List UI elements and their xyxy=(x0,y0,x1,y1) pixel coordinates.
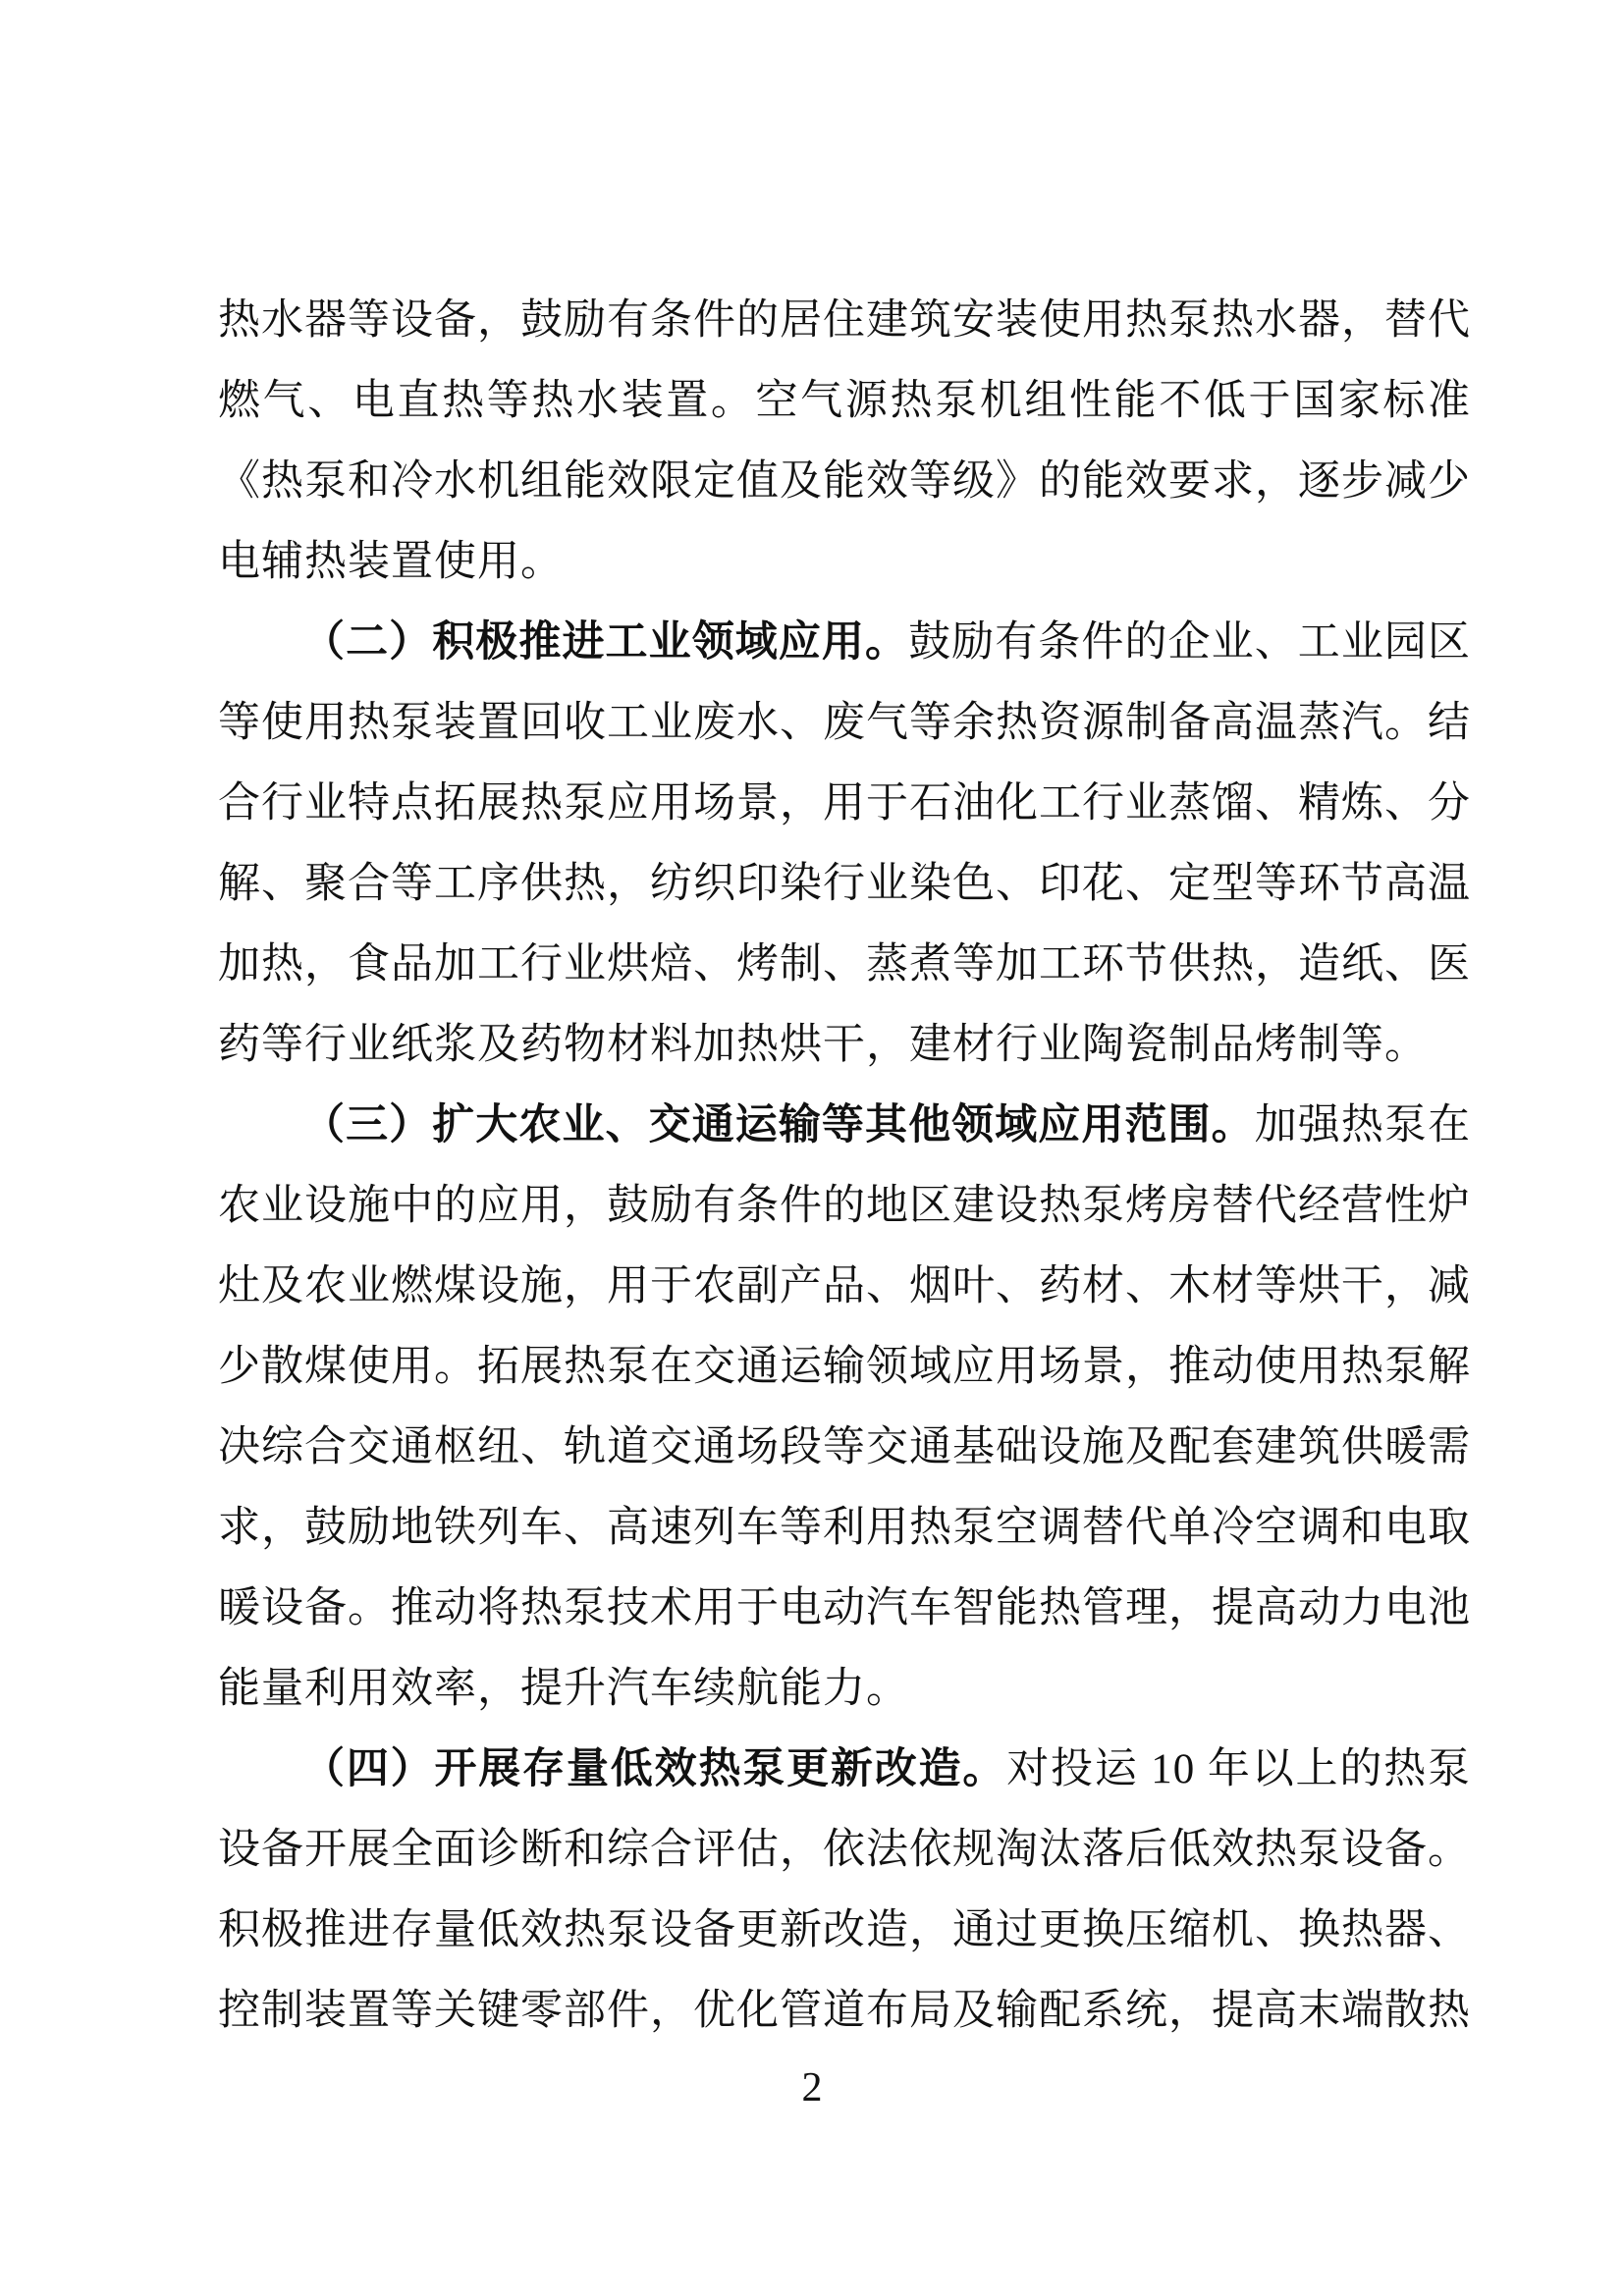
text-segment: 鼓励有条件的企业、工业园区等使用热泵装置回收工业废水、废气等余热资源制备高温蒸汽。结合行业特点拓展热泵应用场景，用于石油化工行业蒸馏、精炼、分解、聚合等工序供热，纺织印染行业染色、印花、定型等环节高温加热，食品加工行业烘焙、烤制、蒸煮等加工环节供热，造纸、医药等行业纸浆及药物材料加热烘干，建材行业陶瓷制品烤制等。 xyxy=(218,619,1472,1068)
section-heading: （四）开展存量低效热泵更新改造。 xyxy=(302,1746,1007,1792)
document-body xyxy=(218,0,1471,2052)
text-segment: 对投运 10 年以上的热泵设备开展全面诊断和综合评估，依法依规淘汰落后低效热泵设备。积极推进存量低效热泵设备更新改造，通过更换压缩机、换热器、控制装置等关键零部件，优化管道布局及输配系统，提高末端散热 xyxy=(218,1746,1472,2034)
section-heading: （二）积极推进工业领域应用。 xyxy=(302,619,909,666)
page-number: 2 xyxy=(801,2065,823,2110)
paragraph-3 xyxy=(218,1086,1471,1730)
text-segment: 热水器等设备，鼓励有条件的居住建筑安装使用热泵热水器，替代燃气、电直热等热水装置。空气源热泵机组性能不低于国家标准《热泵和冷水机组能效限定值及能效等级》的能效要求，逐步减少电辅热装置使用。 xyxy=(218,297,1471,585)
paragraph-2 xyxy=(218,603,1471,1086)
paragraph-4 xyxy=(218,1730,1471,2052)
page-footer xyxy=(0,2063,1624,2112)
section-heading: （三）扩大农业、交通运输等其他领域应用范围。 xyxy=(302,1102,1255,1148)
text-segment: 加强热泵在农业设施中的应用，鼓励有条件的地区建设热泵烤房替代经营性炉灶及农业燃煤设施，用于农副产品、烟叶、药材、木材等烘干，减少散煤使用。拓展热泵在交通运输领域应用场景，推动使用热泵解决综合交通枢纽、轨道交通场段等交通基础设施及配套建筑供暖需求，鼓励地铁列车、高速列车等利用热泵空调替代单冷空调和电取暖设备。推动将热泵技术用于电动汽车智能热管理，提高动力电池能量利用效率，提升汽车续航能力。 xyxy=(218,1102,1472,1712)
paragraph-1 xyxy=(218,281,1471,603)
